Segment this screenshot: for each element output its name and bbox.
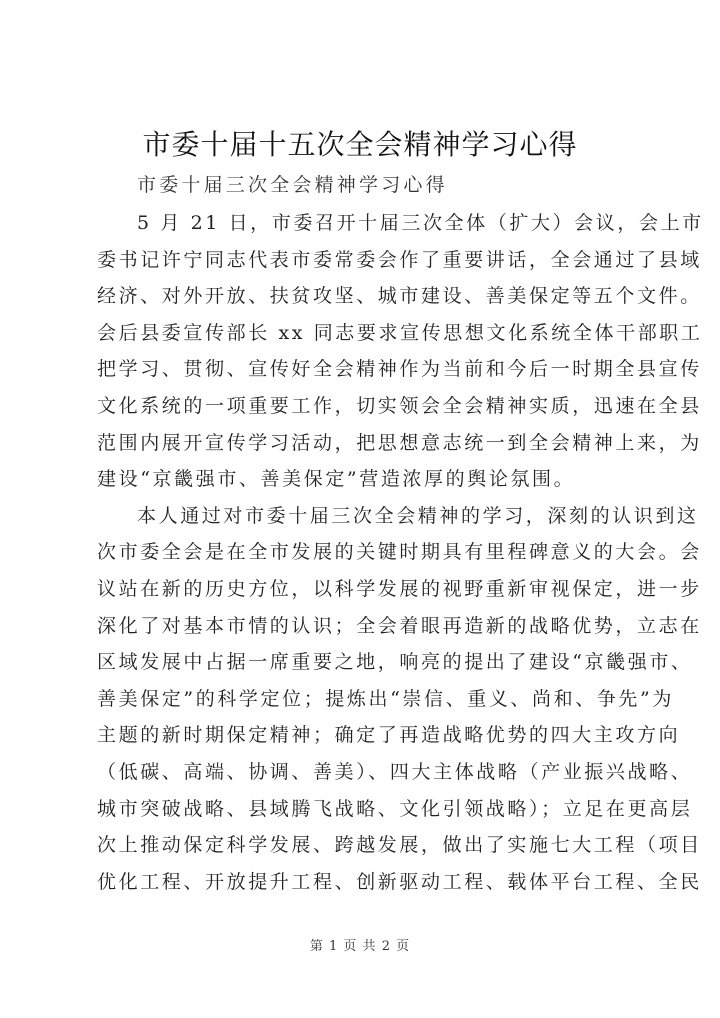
paragraph-line: 文化系统的一项重要工作，切实领会全会精神实质，迅速在全县 (97, 394, 702, 417)
paragraph-line: 5 月 21 日，市委召开十届三次全体（扩大）会议，会上市 (137, 212, 704, 234)
paragraph-2 (97, 498, 702, 901)
paragraph-line: 区域发展中占据一席重要之地，响亮的提出了建设“京畿强市、 (97, 651, 693, 674)
paragraph-line: 委书记许宁同志代表市委常委会作了重要讲话，全会通过了县域 (97, 248, 702, 271)
paragraph-1 (97, 205, 704, 498)
paragraph-line: 城市突破战略、县域腾飞战略、文化引领战略）；立足在更高层 (97, 797, 693, 820)
paragraph-line: 优化工程、开放提升工程、创新驱动工程、载体平台工程、全民 (97, 870, 702, 893)
paragraph-line: 次上推动保定科学发展、跨越发展，做出了实施七大工程（项目 (97, 834, 702, 857)
paragraph-line: 范围内展开宣传学习活动，把思想意志统一到全会精神上来，为 (97, 431, 702, 454)
paragraph-line: 经济、对外开放、扶贫攻坚、城市建设、善美保定等五个文件。 (97, 285, 702, 308)
paragraph-line: 次市委全会是在全市发展的关键时期具有里程碑意义的大会。会 (97, 541, 702, 564)
paragraph-line: 议站在新的历史方位，以科学发展的视野重新审视保定，进一步 (97, 577, 702, 600)
paragraph-line: 深化了对基本市情的认识；全会着眼再造新的战略优势，立志在 (97, 614, 702, 637)
paragraph-line: 善美保定”的科学定位；提炼出“崇信、重义、尚和、争先”为 (97, 687, 674, 710)
paragraph-line: 把学习、贯彻、宣传好全会精神作为当前和今后一时期全县宣传 (97, 358, 702, 381)
document-subtitle: 市委十届三次全会精神学习心得 (137, 174, 448, 196)
paragraph-line: 会后县委宣传部长 xx 同志要求宣传思想文化系统全体干部职工 (97, 321, 703, 344)
paragraph-line: 主题的新时期保定精神；确定了再造战略优势的四大主攻方向 (97, 724, 681, 747)
paragraph-line: 建设“京畿强市、善美保定”营造浓厚的舆论氛围。 (97, 468, 576, 491)
paragraph-line: 本人通过对市委十届三次全会精神的学习，深刻的认识到这 (137, 504, 699, 527)
document-title: 市委十届十五次全会精神学习心得 (142, 128, 578, 161)
paragraph-line: （低碳、高端、协调、善美）、四大主体战略（产业振兴战略、 (97, 760, 693, 783)
document-body (97, 205, 704, 900)
page-indicator: 第 1 页 共 2 页 (309, 939, 411, 954)
